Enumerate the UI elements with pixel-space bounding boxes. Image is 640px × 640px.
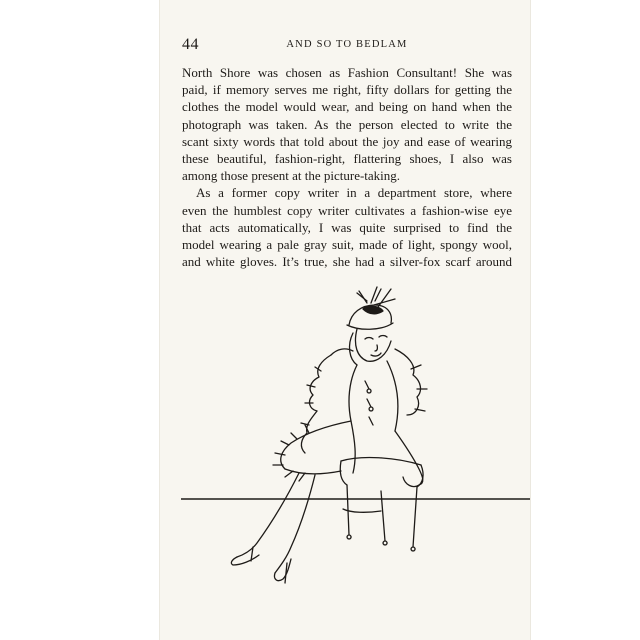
chair-sketch (340, 458, 423, 551)
text-line: paid, if memory serves me right, fifty dollars for getting the (182, 82, 512, 98)
paragraph-1 (182, 64, 512, 184)
body-text (182, 64, 512, 270)
text-line: model wearing a pale gray suit, made of light, spongy wool, (182, 237, 512, 253)
page-number: 44 (182, 36, 199, 53)
text-line: among those present at the picture-taking. (182, 168, 401, 184)
text-line: these beautiful, fashion-right, flattering shoes, I also was (182, 151, 512, 167)
legs-sketch (231, 473, 315, 583)
skirt-sketch (273, 421, 351, 481)
fur-scarf-sketch (301, 349, 427, 453)
text-line: North Shore was chosen as Fashion Consultant! She was (182, 65, 512, 80)
text-line: photograph was taken. As the person elected to write the (182, 116, 512, 132)
paragraph-2 (182, 184, 512, 270)
text-line: and white gloves. It’s true, she had a silver-fox scarf around (182, 254, 512, 270)
text-line: As a former copy writer in a department store, where (196, 185, 512, 201)
text-line: clothes the model would wear, and being on hand when the (182, 99, 512, 115)
page-header (182, 36, 512, 60)
jacket-sketch (349, 361, 423, 487)
running-head: AND SO TO BEDLAM (286, 39, 408, 50)
text-line: even the humblest copy writer cultivates a fashion-wise eye (182, 202, 512, 218)
text-line: scant sixty words that told about the joy and ease of wearing (182, 133, 512, 149)
face-sketch (350, 329, 391, 365)
fashion-model-illustration (181, 285, 530, 600)
text-line: that acts automatically, I was quite surprised to find the (182, 219, 512, 235)
hat-sketch (347, 287, 395, 329)
